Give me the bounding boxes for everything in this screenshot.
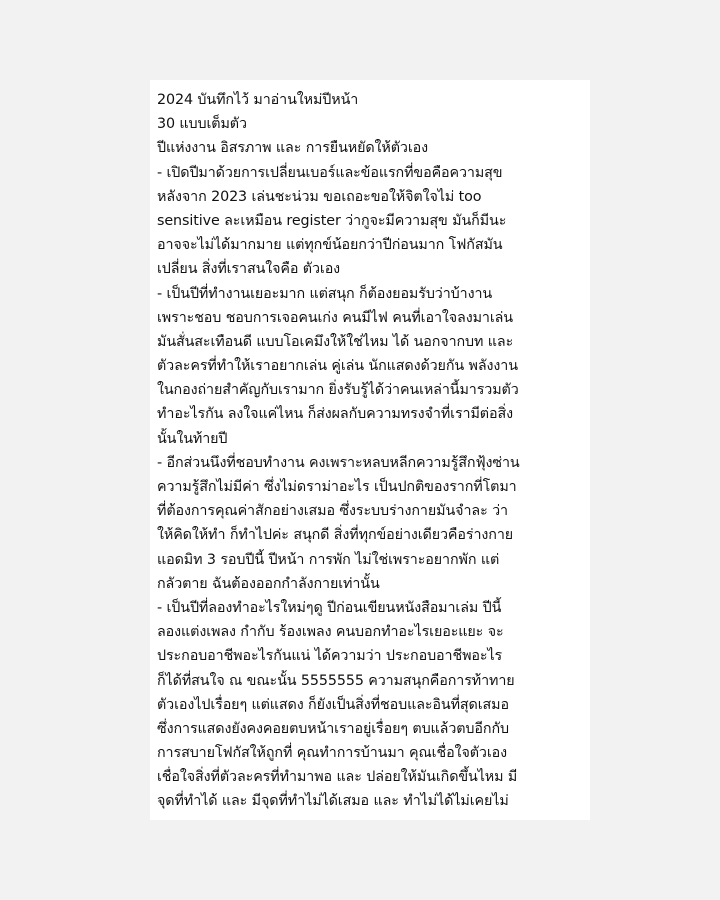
note-line: การสบายโฟกัสให้ถูกที่ คุณทำการบ้านมา คุณเชื่อใจตัวเอง <box>157 745 507 762</box>
note-line: - เป็นปีที่ทำงานเยอะมาก แต่สนุก ก็ต้องยอมรับว่าบ้างาน <box>157 285 493 302</box>
note-line: เชื่อใจสิ่งที่ตัวละครที่ทำมาพอ และ ปล่อยให้มันเกิดขึ้นไหม มี <box>157 769 518 786</box>
note-line: ซึ่งการแสดงยังคงคอยตบหน้าเราอยู่เรื่อยๆ ตบแล้วตบอีกกับ <box>157 720 509 737</box>
note-line: จุดที่ทำได้ และ มีจุดที่ทำไม่ได้เสมอ และ ทำไม่ได้ไม่เคยไม่ <box>157 793 509 810</box>
note-line: แอดมิท 3 รอบปีนี้ ปีหน้า การพัก ไม่ใช่เพราะอยากพัก แต่ <box>157 551 500 568</box>
note-line: ตัวละครที่ทำให้เราอยากเล่น คู่เล่น นักแสดงด้วยกัน พลังงาน <box>157 358 518 375</box>
note-line: - เป็นปีที่ลองทำอะไรใหม่ๆดู ปีก่อนเขียนหนังสือมาเล่ม ปีนี้ <box>157 599 502 616</box>
note-line: 30 แบบเต็มตัว <box>157 116 247 133</box>
note-line: ลองแต่งเพลง กำกับ ร้องเพลง คนบอกทำอะไรเยอะแยะ จะ <box>157 624 504 641</box>
note-line: ความรู้สึกไม่มีค่า ซึ่งไม่ดราม่าอะไร เป็นปกติของรากที่โตมา <box>157 479 517 495</box>
note-line: อาจจะไม่ได้มากมาย แต่ทุกข์น้อยกว่าปีก่อนมาก โฟกัสมัน <box>157 237 503 254</box>
note-line: - อีกส่วนนึงที่ชอบทำงาน คงเพราะหลบหลีกความรู้สึกฟุ้งซ่าน <box>157 454 520 471</box>
note-text <box>157 88 597 814</box>
note-line: ตัวเองไปเรื่อยๆ แต่แสดง ก็ยังเป็นสิ่งที่ชอบและอินที่สุดเสมอ <box>157 696 509 713</box>
note-line: - เปิดปีมาด้วยการเปลี่ยนเบอร์และข้อแรกที่ขอคือความสุข <box>157 164 503 181</box>
note-line: เพราะชอบ ชอบการเจอคนเก่ง คนมีไฟ คนที่เอาใจลงมาเล่น <box>157 309 513 326</box>
note-line: ที่ต้องการคุณค่าสักอย่างเสมอ ซึ่งระบบร่างกายมันจำละ ว่า <box>157 503 508 520</box>
note-line: ในกองถ่ายสำคัญกับเรามาก ยิ่งรับรู้ได้ว่าคนเหล่านี้มารวมตัว <box>157 382 519 399</box>
note-line: มันสั่นสะเทือนดี แบบโอเคมึงให้ใช่ไหม ได้ นอกจากบท และ <box>157 333 514 350</box>
note-line: ทำอะไรกัน ลงใจแค่ไหน ก็ส่งผลกับความทรงจำที่เรามีต่อสิ่ง <box>157 406 513 423</box>
note-line: กลัวตาย ฉันต้องออกกำลังกายเท่านั้น <box>157 575 380 592</box>
note-line: ก็ได้ที่สนใจ ณ ขณะนั้น 5555555 ความสนุกคือการท้าทาย <box>157 672 515 689</box>
note-line: เปลี่ยน สิ่งที่เราสนใจคือ ตัวเอง <box>157 261 341 278</box>
note-line: ประกอบอาชีพอะไรกันแน่ ได้ความว่า ประกอบอาชีพอะไร <box>157 648 503 665</box>
note-line: ปีแห่งงาน อิสรภาพ และ การยืนหยัดให้ตัวเอง <box>157 140 429 157</box>
note-line: sensitive ละเหมือน register ว่ากูจะมีความสุข มันก็มีนะ <box>157 212 507 229</box>
note-line: หลังจาก 2023 เล่นชะน่วม ขอเถอะขอให้จิตใจไม่ too <box>157 188 482 205</box>
note-line: 2024 บันทึกไว้ มาอ่านใหม่ปีหน้า <box>157 92 359 108</box>
note-line: นั้นในท้ายปี <box>157 430 228 447</box>
note-line: ให้คิดให้ทำ ก็ทำไปค่ะ สนุกดี สิ่งที่ทุกข์อย่างเดียวคือร่างกาย <box>157 527 514 544</box>
